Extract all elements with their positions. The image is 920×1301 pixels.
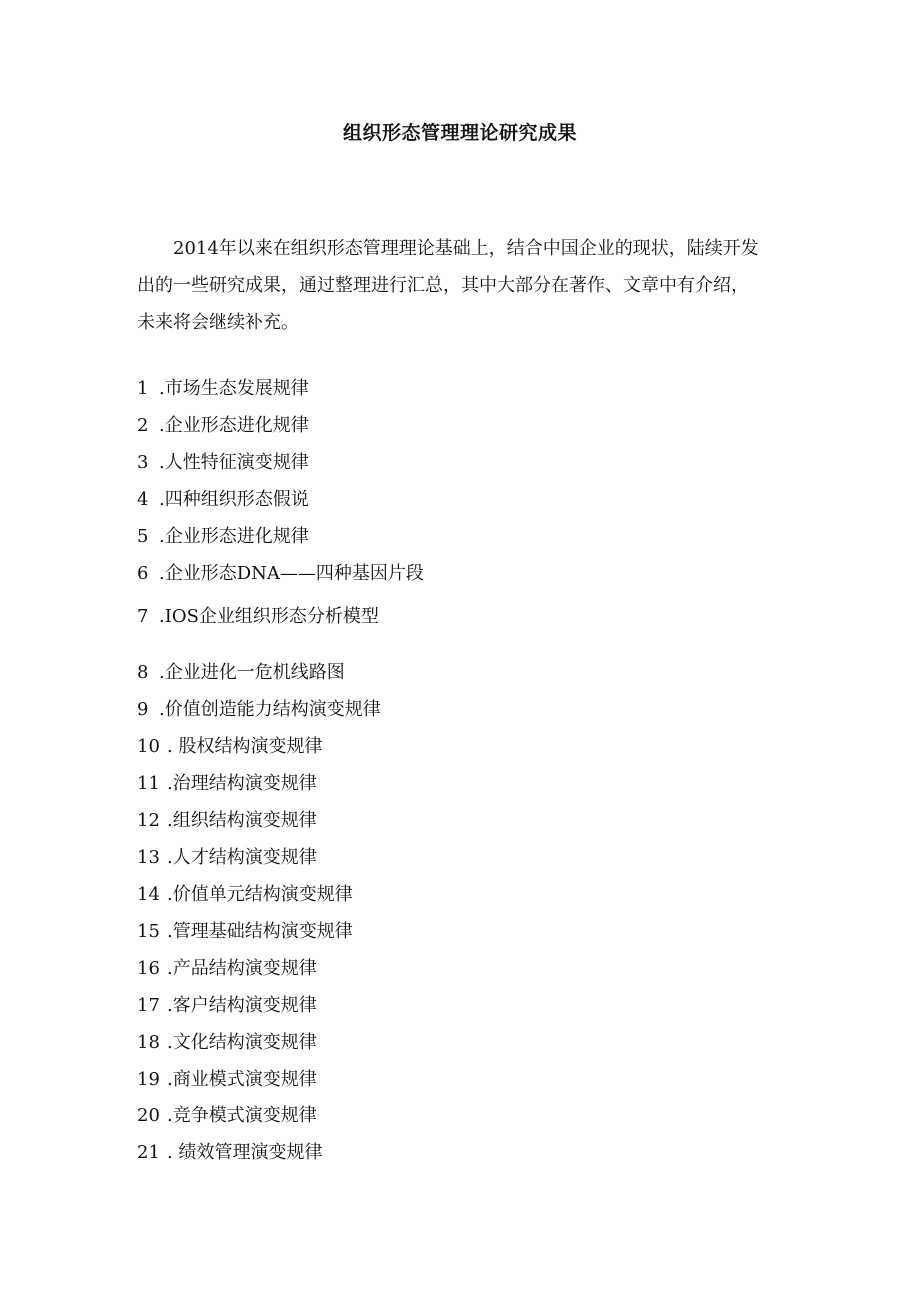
item-number: 6 [137,563,149,584]
item-text: . 绩效管理演变规律 [167,1142,323,1163]
item-text: .市场生态发展规律 [159,378,309,399]
list-item [137,1030,317,1056]
list-item [137,1140,322,1166]
list-item [137,450,309,476]
item-number: 12 [137,810,160,831]
item-number: 2 [137,415,149,436]
item-text: .产品结构演变规律 [167,958,317,979]
item-number: 13 [137,847,160,868]
list-item [137,993,317,1019]
item-text: .人才结构演变规律 [167,847,317,868]
list-item [137,697,381,723]
list-item [137,919,353,945]
item-text: .人性特征演变规律 [159,452,309,473]
item-text: .竞争模式演变规律 [167,1105,317,1126]
list-item [137,376,309,402]
item-text: .价值创造能力结构演变规律 [159,699,381,720]
item-number: 18 [137,1032,160,1053]
list-item [137,845,317,871]
item-text: .IOS企业组织形态分析模型 [159,606,379,627]
item-text: .价值单元结构演变规律 [167,884,353,905]
item-number: 10 [137,736,160,757]
item-number: 8 [137,662,149,683]
list-item [137,734,322,760]
item-text: . 股权结构演变规律 [167,736,323,757]
list-item [137,771,317,797]
list-item [137,956,317,982]
item-number: 7 [137,606,149,627]
list-item [137,561,424,587]
intro-line: 未来将会继续补充。 [137,312,299,333]
list-item [137,1103,317,1129]
item-number: 3 [137,452,149,473]
item-number: 11 [137,773,160,794]
list-item [137,487,309,513]
item-number: 15 [137,921,160,942]
intro-paragraph [137,230,777,341]
item-number: 9 [137,699,149,720]
page-title: 组织形态管理理论研究成果 [342,122,577,144]
list-item [137,882,353,908]
item-number: 19 [137,1069,160,1090]
item-number: 1 [137,378,149,399]
item-text: .四种组织形态假说 [159,489,309,510]
intro-line: 出的一些研究成果，通过整理进行汇总，其中大部分在著作、文章中有介绍， [137,275,749,296]
item-number: 14 [137,884,160,905]
item-text: .企业进化一危机线路图 [159,662,345,683]
list-item [137,660,345,686]
item-number: 17 [137,995,160,1016]
list-item [137,413,309,439]
item-text: .文化结构演变规律 [167,1032,317,1053]
list-item [137,604,379,630]
item-text: .企业形态进化规律 [159,415,309,436]
item-number: 21 [137,1142,160,1163]
item-number: 4 [137,489,149,510]
intro-line: 2014年以来在组织形态管理理论基础上，结合中国企业的现状，陆续开发 [173,238,759,259]
item-number: 5 [137,526,149,547]
item-number: 20 [137,1105,160,1126]
item-text: .企业形态DNA——四种基因片段 [159,563,424,584]
item-text: .客户结构演变规律 [167,995,317,1016]
item-text: .治理结构演变规律 [167,773,317,794]
item-text: .组织结构演变规律 [167,810,317,831]
list-item [137,1067,317,1093]
list-item [137,524,309,550]
item-text: .企业形态进化规律 [159,526,309,547]
list-item [137,808,317,834]
item-text: .管理基础结构演变规律 [167,921,353,942]
item-number: 16 [137,958,160,979]
item-text: .商业模式演变规律 [167,1069,317,1090]
